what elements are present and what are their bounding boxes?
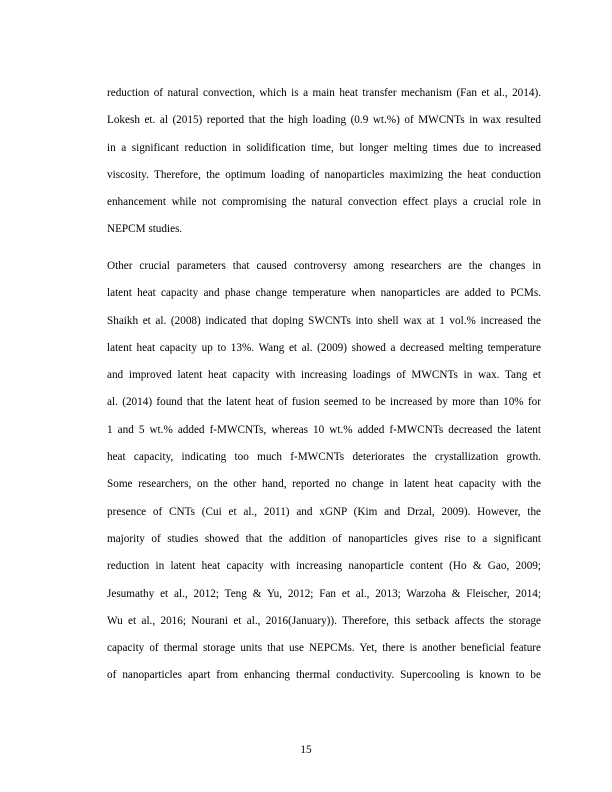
paragraph-line: in a significant reduction in solidification time, but longer melting times due to increased (107, 141, 541, 154)
paragraph-line: capacity of thermal storage units that use NEPCMs. Yet, there is another beneficial feature (107, 642, 541, 655)
paragraph-line: and improved latent heat capacity with increasing loadings of MWCNTs in wax. Tang et (107, 369, 541, 382)
page-number: 15 (300, 744, 312, 756)
paragraph-line: al. (2014) found that the latent heat of fusion seemed to be increased by more than 10% for (107, 396, 541, 409)
paragraph-line: 1 and 5 wt.% added f-MWCNTs, whereas 10 wt.% added f-MWCNTs decreased the latent (107, 423, 541, 436)
paragraph-line: Lokesh et. al (2015) reported that the high loading (0.9 wt.%) of MWCNTs in wax resulted (107, 114, 541, 127)
paragraph-line: latent heat capacity up to 13%. Wang et al. (2009) showed a decreased melting temperature (107, 341, 541, 354)
paragraph-line: viscosity. Therefore, the optimum loading of nanoparticles maximizing the heat conduction (107, 168, 541, 181)
paragraph-line: NEPCM studies. (107, 223, 183, 236)
paragraph-line: reduction in latent heat capacity with increasing nanoparticle content (Ho & Gao, 2009; (107, 560, 541, 573)
paragraph-2 (107, 259, 541, 696)
paragraph-1 (107, 86, 541, 250)
paragraph-line: reduction of natural convection, which is a main heat transfer mechanism (Fan et al., 2014). (107, 87, 541, 99)
paragraph-line: of nanoparticles apart from enhancing thermal conductivity. Supercooling is known to be (107, 669, 541, 682)
paragraph-line: Other crucial parameters that caused controversy among researchers are the changes in (107, 260, 541, 272)
paragraph-line: Wu et al., 2016; Nourani et al., 2016(January)). Therefore, this setback affects the storage (107, 614, 541, 627)
paragraph-line: Some researchers, on the other hand, reported no change in latent heat capacity with the (107, 478, 541, 491)
paragraph-line: heat capacity, indicating too much f-MWCNTs deteriorates the crystallization growth. (107, 451, 541, 464)
paragraph-line: Jesumathy et al., 2012; Teng & Yu, 2012; Fan et al., 2013; Warzoha & Fleischer, 2014; (107, 587, 541, 600)
paragraph-line: majority of studies showed that the addition of nanoparticles gives rise to a significant (107, 532, 541, 545)
paragraph-line: enhancement while not compromising the natural convection effect plays a crucial role in (107, 196, 541, 209)
paragraph-line: presence of CNTs (Cui et al., 2011) and xGNP (Kim and Drzal, 2009). However, the (107, 505, 541, 518)
paragraph-line: Shaikh et al. (2008) indicated that doping SWCNTs into shell wax at 1 vol.% increased the (107, 314, 541, 327)
paragraph-line: latent heat capacity and phase change temperature when nanoparticles are added to PCMs. (107, 287, 541, 300)
